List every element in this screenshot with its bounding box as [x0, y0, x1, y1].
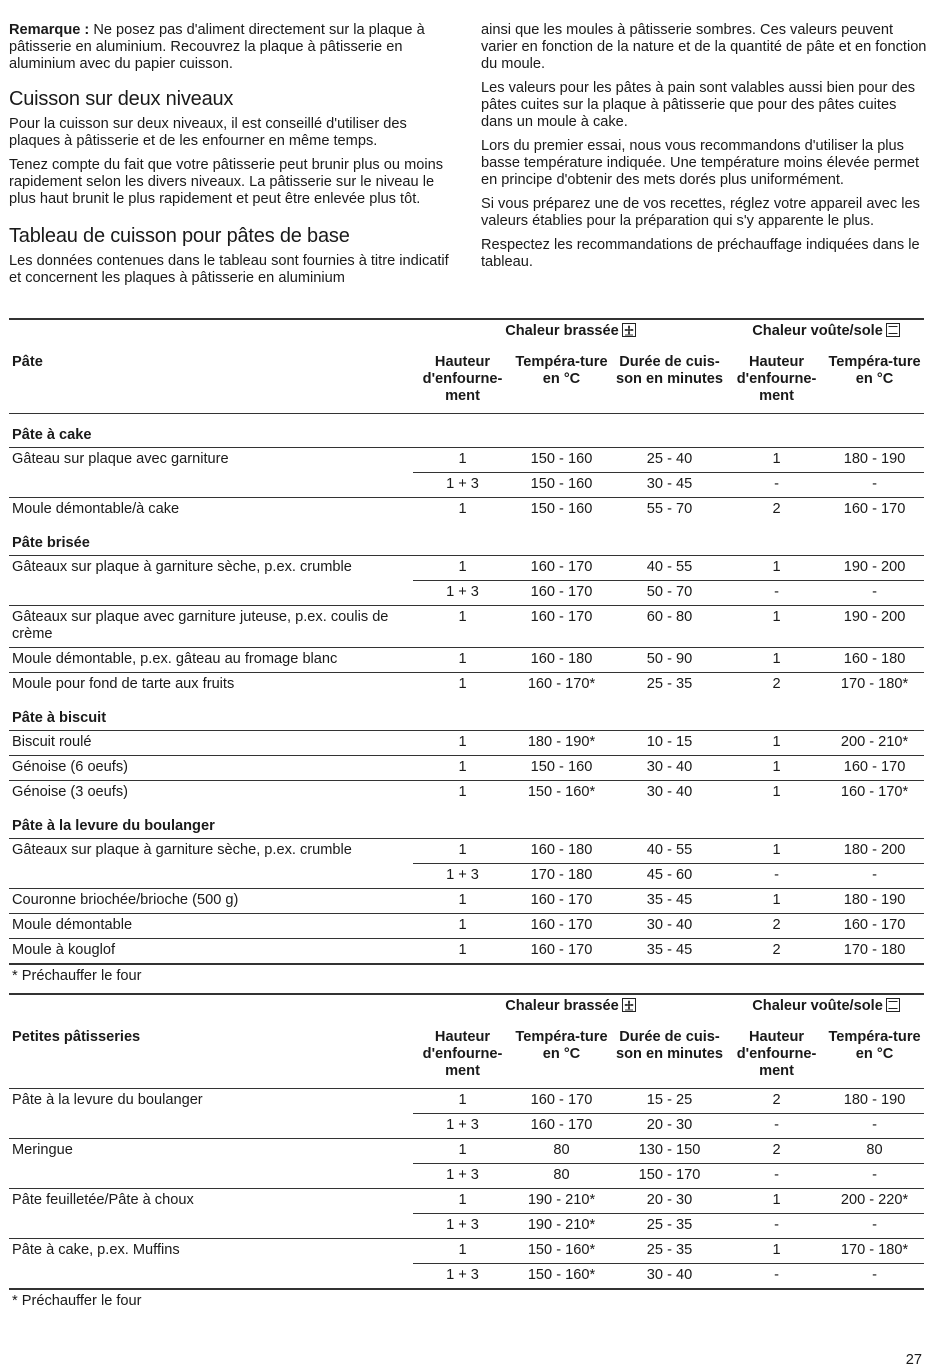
cell-time: 35 - 45	[646, 942, 693, 958]
cell-time: 35 - 45	[646, 892, 693, 908]
cell-temp: 80	[553, 1142, 570, 1158]
cell-time: 25 - 35	[646, 1242, 693, 1258]
paragraph-two-levels-1: Pour la cuisson sur deux niveaux, il est conseillé d'utiliser des plaques à pâtisserie et de les enfourner en même temps.	[9, 116, 407, 149]
col-header-time: Durée de cuis-son en minutes	[615, 354, 724, 387]
cell-level2: -	[728, 581, 825, 606]
row-name: Meringue	[12, 1142, 73, 1158]
cell-temp2: 180 - 190	[843, 892, 906, 908]
row-name: Moule démontable/à cake	[12, 501, 180, 517]
table-row	[9, 1264, 924, 1290]
footnote-row	[9, 964, 924, 985]
footnote: * Préchauffer le four	[12, 968, 142, 984]
cell-temp2: 160 - 170	[843, 501, 906, 517]
cell-level2: 1	[772, 1192, 781, 1208]
row-name: Moule démontable	[12, 917, 133, 933]
cell-level2: -	[728, 1164, 825, 1189]
section-header	[9, 522, 924, 556]
cell-time: 55 - 70	[646, 501, 693, 517]
row-name: Pâte à la levure du boulanger	[12, 1092, 203, 1108]
cell-temp2: 200 - 210*	[840, 734, 909, 750]
table-row	[9, 839, 924, 864]
baking-table-small-pastries	[9, 993, 924, 1310]
cell-temp: 190 - 210*	[527, 1192, 596, 1208]
row-name: Pâte feuilletée/Pâte à choux	[12, 1192, 194, 1208]
table-row	[9, 498, 924, 523]
col-header-level: Hauteur d'enfourne-ment	[422, 1029, 503, 1079]
cell-level2: -	[728, 473, 825, 498]
cell-temp: 150 - 160	[530, 759, 593, 775]
table-row	[9, 939, 924, 965]
cell-temp: 160 - 180	[530, 842, 593, 858]
row-name	[9, 864, 413, 889]
table-row	[9, 1164, 924, 1189]
section-title: Pâte à biscuit	[12, 710, 107, 726]
cell-temp: 160 - 170	[530, 892, 593, 908]
row-name	[9, 1214, 413, 1239]
row-name: Moule pour fond de tarte aux fruits	[12, 676, 235, 692]
table-row	[9, 606, 924, 648]
col-header-temp: Tempéra-ture en °C	[515, 354, 608, 387]
cell-time: 30 - 40	[646, 759, 693, 775]
group-fan-heating: Chaleur brassée	[413, 319, 728, 345]
cell-level: 1	[458, 609, 467, 625]
cell-time: 20 - 30	[611, 1114, 728, 1139]
table-row	[9, 1089, 924, 1114]
cell-time: 40 - 55	[646, 559, 693, 575]
cell-temp: 160 - 170	[530, 1092, 593, 1108]
row-name	[9, 1114, 413, 1139]
cell-temp: 160 - 170	[530, 942, 593, 958]
row-name: Couronne briochée/brioche (500 g)	[12, 892, 239, 908]
paragraph-table-intro: Les données contenues dans le tableau sont fournies à titre indicatif et concernent les plaques à pâtisserie en aluminium	[9, 253, 449, 286]
cell-time: 15 - 25	[646, 1092, 693, 1108]
table-row	[9, 1139, 924, 1164]
table-row	[9, 448, 924, 473]
heading-two-levels: Cuisson sur deux niveaux	[9, 88, 234, 110]
cell-level2: 2	[772, 1092, 781, 1108]
row-name: Gâteau sur plaque avec garniture	[12, 451, 229, 467]
cell-level: 1 + 3	[413, 864, 512, 889]
fan-heating-icon	[622, 323, 636, 337]
cell-level2: 1	[772, 784, 781, 800]
remark-text: Ne posez pas d'aliment directement sur la plaque à pâtisserie en aluminium. Recouvrez la plaque à pâtisserie en aluminium avec du papier cuisson.	[9, 22, 425, 72]
fan-heating-icon	[622, 998, 636, 1012]
top-bottom-heating-icon	[886, 998, 900, 1012]
table-row	[9, 781, 924, 806]
table-row	[9, 1189, 924, 1214]
cell-level2: 1	[772, 651, 781, 667]
cell-level: 1	[458, 501, 467, 517]
cell-time: 50 - 90	[646, 651, 693, 667]
cell-temp: 150 - 160	[530, 501, 593, 517]
row-name: Gâteaux sur plaque avec garniture juteuse, p.ex. coulis de crème	[12, 609, 389, 642]
section-header	[9, 414, 924, 448]
section-header	[9, 697, 924, 731]
cell-temp: 150 - 160*	[527, 784, 596, 800]
page-number: 27	[905, 1352, 922, 1368]
cell-level: 1 + 3	[413, 1214, 512, 1239]
remark-paragraph	[9, 22, 455, 73]
cell-level: 1	[458, 784, 467, 800]
cell-temp: 80	[512, 1164, 611, 1189]
cell-level: 1	[458, 759, 467, 775]
cell-time: 10 - 15	[646, 734, 693, 750]
cell-temp: 160 - 170*	[527, 676, 596, 692]
cell-level: 1	[458, 559, 467, 575]
cell-temp2: 80	[866, 1142, 883, 1158]
cell-temp: 160 - 170	[512, 581, 611, 606]
cell-level: 1	[458, 734, 467, 750]
cell-level: 1	[458, 651, 467, 667]
cell-level: 1	[458, 676, 467, 692]
cell-temp2: 170 - 180*	[840, 1242, 909, 1258]
row-name	[9, 473, 413, 498]
col-header-level: Hauteur d'enfourne-ment	[422, 354, 503, 404]
cell-level: 1 + 3	[413, 1264, 512, 1290]
group-top-bottom-heating: Chaleur voûte/sole	[728, 994, 924, 1020]
cell-level2: -	[728, 1214, 825, 1239]
table-row	[9, 864, 924, 889]
paragraph-right-5: Respectez les recommandations de préchauffage indiquées dans le tableau.	[481, 237, 920, 270]
paragraph-two-levels-2: Tenez compte du fait que votre pâtisserie peut brunir plus ou moins rapidement selon les divers niveaux. La pâtisserie sur le niveau le plus haut brunit le plus rapidement et peut être enlevée plus tôt.	[9, 157, 443, 207]
cell-temp2: -	[825, 581, 924, 606]
row-name: Moule à kouglof	[12, 942, 116, 958]
section-header	[9, 805, 924, 839]
paragraph-right-3: Lors du premier essai, nous vous recommandons d'utiliser la plus basse température indiquée. Une température moins élevée permet en principe d'obtenir des mets dorés plus uniformément.	[481, 138, 920, 188]
col-header-temp-2: Tempéra-ture en °C	[828, 354, 921, 387]
cell-time: 45 - 60	[611, 864, 728, 889]
group-top-bottom-heating: Chaleur voûte/sole	[728, 319, 924, 345]
cell-level: 1 + 3	[413, 1164, 512, 1189]
cell-time: 25 - 35	[646, 676, 693, 692]
cell-temp2: -	[825, 864, 924, 889]
table-row	[9, 1114, 924, 1139]
section-title: Pâte à cake	[12, 427, 92, 443]
col-header-name: Pâte	[12, 354, 43, 370]
row-name	[9, 1164, 413, 1189]
cell-time: 60 - 80	[646, 609, 693, 625]
cell-level: 1	[458, 1092, 467, 1108]
col-header-time: Durée de cuis-son en minutes	[615, 1029, 724, 1062]
table-column-header	[9, 345, 924, 414]
table-row	[9, 731, 924, 756]
section-title: Pâte à la levure du boulanger	[12, 818, 215, 834]
cell-temp: 150 - 160	[530, 451, 593, 467]
cell-level: 1	[458, 942, 467, 958]
cell-temp: 180 - 190*	[527, 734, 596, 750]
cell-time: 25 - 40	[646, 451, 693, 467]
cell-temp: 160 - 170	[530, 609, 593, 625]
cell-level: 1	[458, 1142, 467, 1158]
footnote: * Préchauffer le four	[12, 1293, 142, 1309]
table-row	[9, 581, 924, 606]
cell-temp2: 190 - 200	[843, 609, 906, 625]
cell-level2: 1	[772, 451, 781, 467]
cell-temp: 150 - 160*	[527, 1242, 596, 1258]
cell-level: 1	[458, 451, 467, 467]
row-name: Moule démontable, p.ex. gâteau au fromage blanc	[12, 651, 338, 667]
heading-table: Tableau de cuisson pour pâtes de base	[9, 225, 350, 247]
cell-level: 1	[458, 892, 467, 908]
cell-level2: 1	[772, 734, 781, 750]
cell-time: 30 - 40	[646, 917, 693, 933]
cell-level2: -	[728, 864, 825, 889]
paragraph-right-2: Les valeurs pour les pâtes à pain sont valables aussi bien pour des pâtes cuites sur la plaque à pâtisserie que pour des pâtes cuites dans un moule à cake.	[481, 80, 916, 130]
cell-temp: 190 - 210*	[512, 1214, 611, 1239]
cell-level2: 1	[772, 759, 781, 775]
table-row	[9, 673, 924, 698]
table-row	[9, 556, 924, 581]
cell-time: 30 - 40	[646, 784, 693, 800]
cell-temp: 160 - 170	[530, 559, 593, 575]
col-header-level-2: Hauteur d'enfourne-ment	[736, 1029, 817, 1079]
cell-temp: 170 - 180	[512, 864, 611, 889]
row-name: Génoise (3 oeufs)	[12, 784, 129, 800]
cell-temp2: 160 - 180	[843, 651, 906, 667]
section-title: Pâte brisée	[12, 535, 90, 551]
cell-level2: 2	[772, 676, 781, 692]
cell-level2: 1	[772, 559, 781, 575]
cell-temp2: -	[825, 473, 924, 498]
table-row	[9, 648, 924, 673]
cell-level2: 1	[772, 842, 781, 858]
cell-temp: 160 - 170	[530, 917, 593, 933]
row-name	[9, 1264, 413, 1290]
cell-time: 20 - 30	[646, 1192, 693, 1208]
remark-label: Remarque :	[9, 22, 90, 38]
cell-level2: 2	[772, 1142, 781, 1158]
cell-temp2: 160 - 170	[843, 917, 906, 933]
cell-temp2: -	[825, 1114, 924, 1139]
group-fan-heating: Chaleur brassée	[413, 994, 728, 1020]
cell-temp: 150 - 160*	[512, 1264, 611, 1290]
cell-time: 30 - 40	[611, 1264, 728, 1290]
cell-level2: -	[728, 1114, 825, 1139]
cell-temp: 160 - 180	[530, 651, 593, 667]
cell-temp2: 180 - 190	[843, 451, 906, 467]
table-column-header	[9, 1020, 924, 1089]
table-row	[9, 914, 924, 939]
col-header-level-2: Hauteur d'enfourne-ment	[736, 354, 817, 404]
row-name: Génoise (6 oeufs)	[12, 759, 129, 775]
cell-level2: 2	[772, 917, 781, 933]
table-row	[9, 1214, 924, 1239]
cell-level2: 2	[772, 501, 781, 517]
cell-temp2: 180 - 190	[843, 1092, 906, 1108]
cell-level2: 1	[772, 892, 781, 908]
col-header-name: Petites pâtisseries	[12, 1029, 141, 1045]
cell-time: 40 - 55	[646, 842, 693, 858]
cell-time: 50 - 70	[611, 581, 728, 606]
cell-level: 1 + 3	[413, 1114, 512, 1139]
cell-temp2: 180 - 200	[843, 842, 906, 858]
cell-temp: 160 - 170	[512, 1114, 611, 1139]
cell-level: 1 + 3	[413, 581, 512, 606]
cell-temp2: 160 - 170	[843, 759, 906, 775]
cell-temp2: 160 - 170*	[840, 784, 909, 800]
cell-level2: -	[728, 1264, 825, 1290]
top-bottom-heating-icon	[886, 323, 900, 337]
cell-level2: 1	[772, 1242, 781, 1258]
table-row	[9, 889, 924, 914]
row-name: Biscuit roulé	[12, 734, 92, 750]
table-row	[9, 473, 924, 498]
col-header-temp: Tempéra-ture en °C	[515, 1029, 608, 1062]
left-column	[9, 22, 455, 294]
row-name: Gâteaux sur plaque à garniture sèche, p.ex. crumble	[12, 842, 352, 858]
table-row	[9, 1239, 924, 1264]
cell-temp2: 200 - 220*	[840, 1192, 909, 1208]
cell-level2: 2	[772, 942, 781, 958]
right-column	[481, 22, 927, 278]
cell-level: 1	[458, 1242, 467, 1258]
cell-temp2: 190 - 200	[843, 559, 906, 575]
cell-time: 30 - 45	[611, 473, 728, 498]
row-name	[9, 581, 413, 606]
cell-level2: 1	[772, 609, 781, 625]
table-group-header	[9, 319, 924, 345]
cell-temp2: 170 - 180*	[840, 676, 909, 692]
footnote-row	[9, 1289, 924, 1310]
cell-level: 1 + 3	[413, 473, 512, 498]
row-name: Gâteaux sur plaque à garniture sèche, p.ex. crumble	[12, 559, 352, 575]
row-name: Pâte à cake, p.ex. Muffins	[12, 1242, 180, 1258]
col-header-temp-2: Tempéra-ture en °C	[828, 1029, 921, 1062]
baking-table-basic-doughs	[9, 318, 924, 985]
paragraph-right-4: Si vous préparez une de vos recettes, réglez votre appareil avec les valeurs établies pour la préparation qui s'y apparente le plus.	[481, 196, 920, 229]
table-row	[9, 756, 924, 781]
cell-temp2: -	[825, 1214, 924, 1239]
cell-time: 130 - 150	[638, 1142, 701, 1158]
cell-temp2: 170 - 180	[843, 942, 906, 958]
table-group-header	[9, 994, 924, 1020]
cell-level: 1	[458, 842, 467, 858]
cell-temp2: -	[825, 1264, 924, 1290]
cell-level: 1	[458, 1192, 467, 1208]
cell-temp: 150 - 160	[512, 473, 611, 498]
cell-time: 25 - 35	[611, 1214, 728, 1239]
cell-temp2: -	[825, 1164, 924, 1189]
cell-level: 1	[458, 917, 467, 933]
paragraph-right-1: ainsi que les moules à pâtisserie sombres. Ces valeurs peuvent varier en fonction de la nature et de la quantité de pâte et en fonction du moule.	[481, 22, 927, 72]
cell-time: 150 - 170	[611, 1164, 728, 1189]
